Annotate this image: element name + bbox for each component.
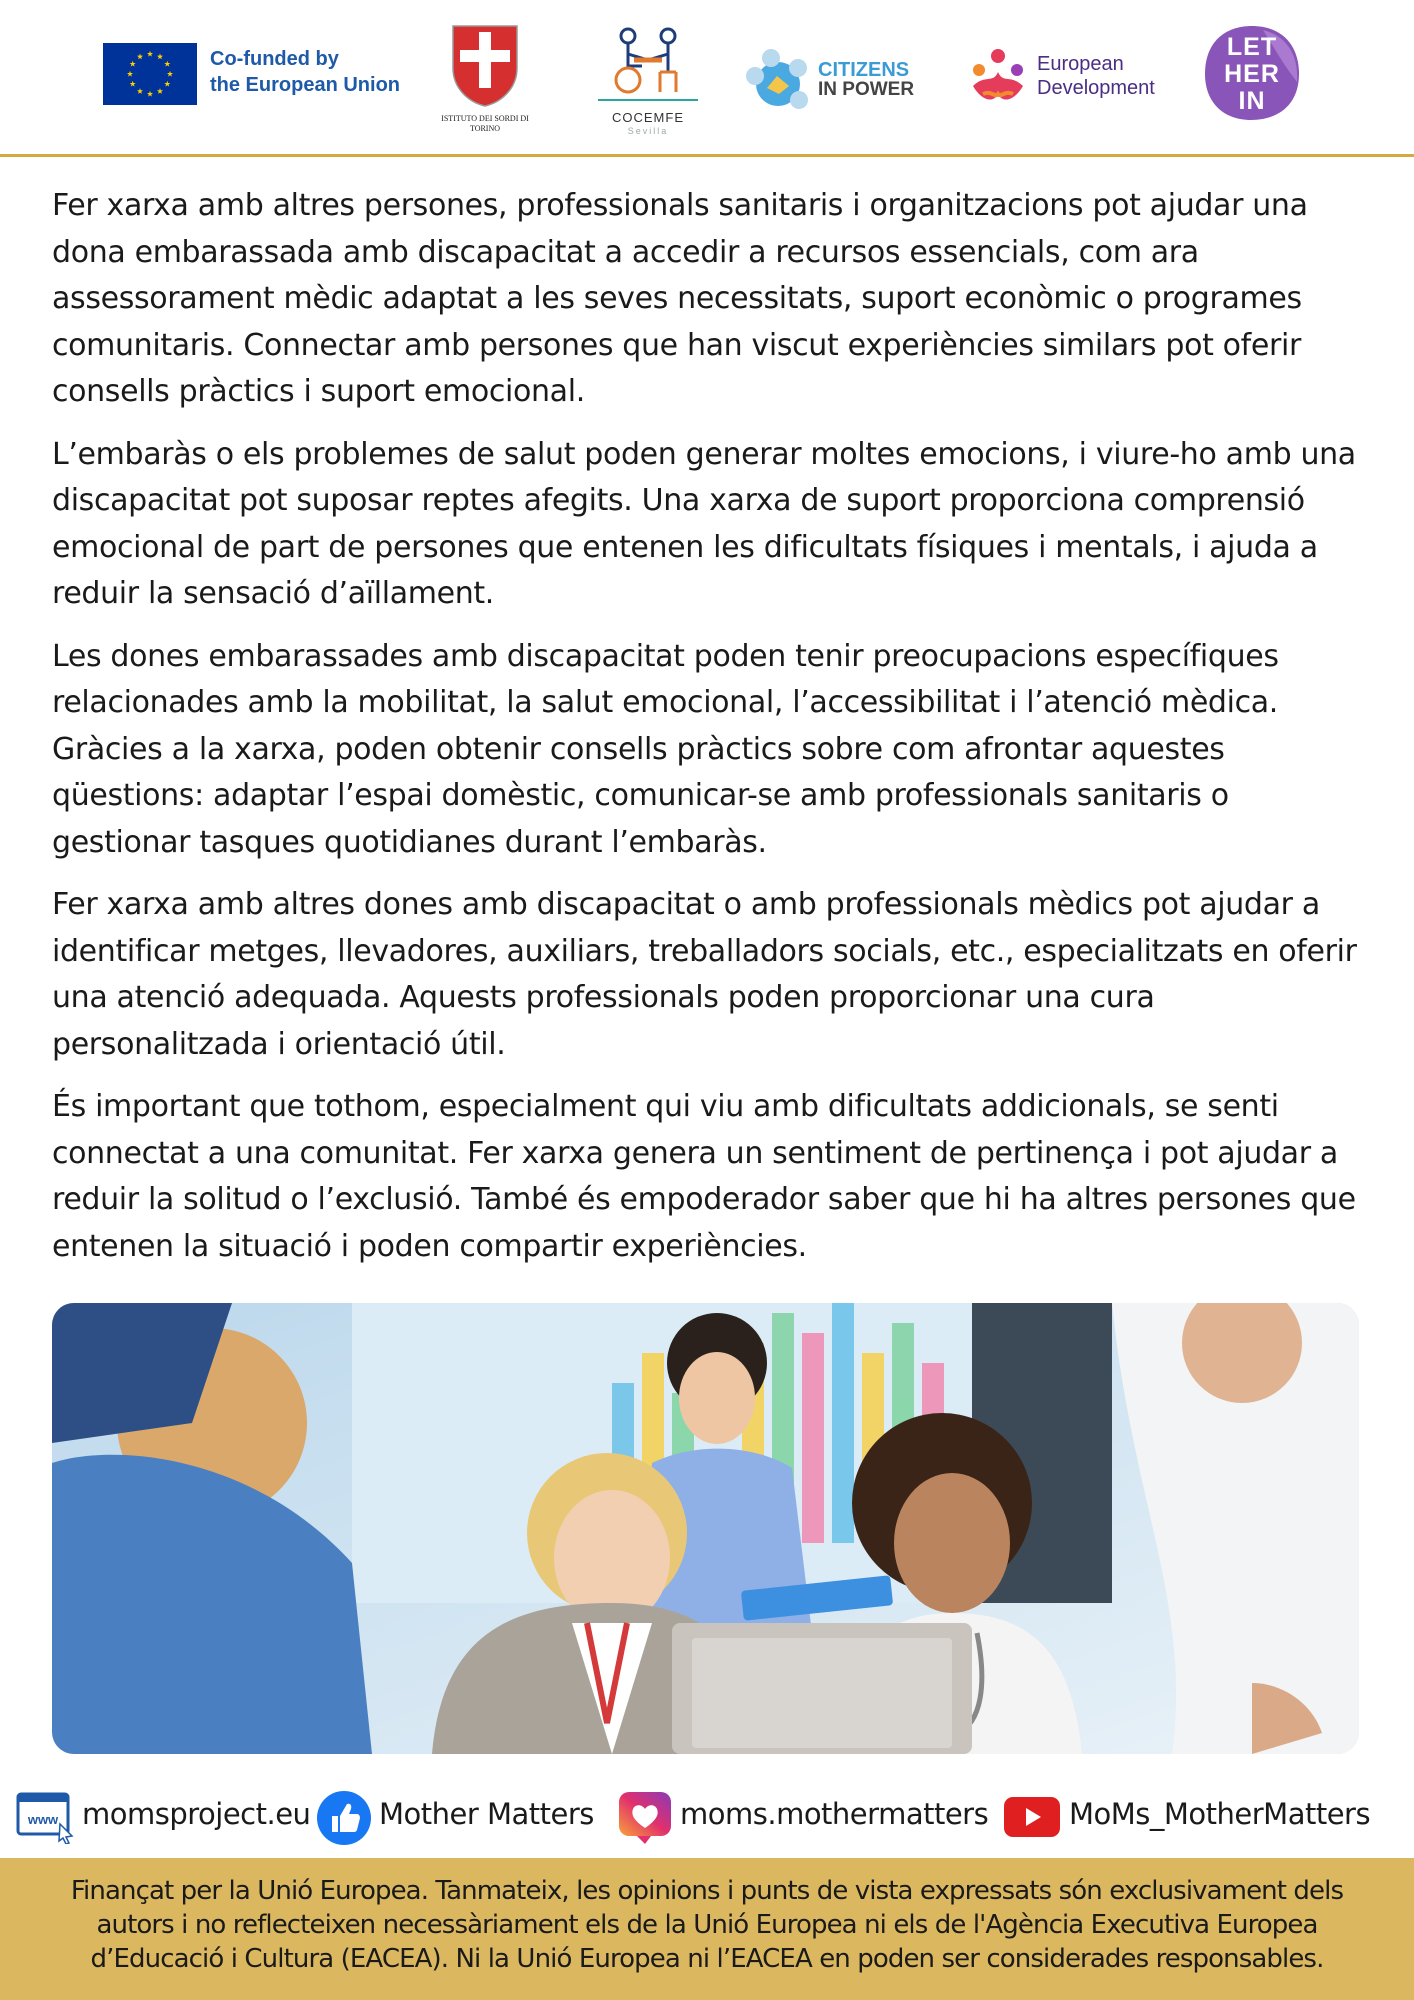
facebook-like-icon bbox=[316, 1790, 372, 1846]
photo-illustration bbox=[52, 1303, 1359, 1754]
citizens-globe-icon bbox=[743, 46, 813, 116]
citizens-line1: CITIZENS bbox=[818, 59, 910, 81]
letherin-line1: LET bbox=[1226, 33, 1278, 61]
cocemfe-name: COCEMFE bbox=[612, 110, 684, 125]
social-links-row bbox=[0, 1788, 1414, 1844]
footer-disclaimer-band bbox=[0, 1858, 1414, 2000]
eu-cofunded-text bbox=[210, 46, 400, 98]
website-link[interactable] bbox=[16, 1788, 311, 1844]
letherin-line2: HER bbox=[1224, 60, 1280, 88]
instagram-link[interactable] bbox=[617, 1788, 987, 1844]
cocemfe-sub: Sevilla bbox=[627, 126, 669, 136]
cocemfe-people-icon bbox=[598, 24, 698, 104]
youtube-label: MoMs_MotherMatters bbox=[1069, 1797, 1371, 1831]
website-label: momsproject.eu bbox=[82, 1797, 311, 1831]
facebook-label: Mother Matters bbox=[379, 1797, 594, 1831]
cocemfe-logo bbox=[590, 24, 706, 136]
paragraph: Fer xarxa amb altres persones, professionals sanitaris i organitzacions pot ajudar una dona embarassada amb discapacitat a accedir a recursos essencials, com ara assessorament mèdic adaptat a les seves necessitats, suport econòmic o programes comunitaris. Connectar amb persones que han viscut experiències similars pot oferir consells pràctics i suport emocional. bbox=[52, 188, 1308, 409]
let-her-in-text bbox=[1203, 34, 1301, 115]
instagram-icon bbox=[617, 1790, 675, 1846]
youtube-icon bbox=[1003, 1796, 1061, 1838]
facebook-link[interactable] bbox=[316, 1788, 606, 1844]
instagram-label: moms.mothermatters bbox=[680, 1797, 989, 1831]
paragraph: Fer xarxa amb altres dones amb discapacitat o amb professionals mèdics pot ajudar a identificar metges, llevadores, auxiliars, treballadors socials, etc., especialitzats en oferir una atenció adequada. Aquests professionals poden proporcionar una cura personalitzada i orientació útil. bbox=[52, 887, 1357, 1062]
eu-flag-icon bbox=[103, 43, 197, 105]
eudev-text bbox=[1037, 52, 1155, 100]
paragraph: És important que tothom, especialment qui viu amb dificultats addicionals, se senti connectat a una comunitat. Fer xarxa genera un sentiment de pertinença i pot ajudar a reduir la solitud o l’exclusió. També és empoderador saber que hi ha altres persones que entenen la situació i poden compartir experiències. bbox=[52, 1089, 1356, 1264]
healthcare-team-photo bbox=[52, 1303, 1359, 1754]
svg-text:www: www bbox=[27, 1812, 59, 1827]
citizens-line2: IN POWER bbox=[818, 79, 915, 100]
web-icon bbox=[16, 1790, 74, 1844]
article-body bbox=[52, 183, 1372, 1286]
letherin-line3: IN bbox=[1238, 87, 1266, 115]
eudev-line1: European bbox=[1037, 53, 1124, 75]
torino-logo bbox=[440, 22, 530, 134]
paragraph: L’embaràs o els problemes de salut poden generar moltes emocions, i viure-ho amb una discapacitat pot suposar reptes afegits. Una xarxa de suport proporciona comprensió emocional de part de persones que entenen les dificultats físiques i mentals, i ajuda a reduir la sensació d’aïllament. bbox=[52, 436, 1356, 611]
let-her-in-logo bbox=[1203, 24, 1301, 122]
citizens-in-power-logo bbox=[743, 46, 923, 116]
eudev-line2: Development bbox=[1037, 77, 1155, 99]
torino-shield-icon bbox=[450, 22, 520, 108]
european-development-logo bbox=[965, 44, 1185, 110]
torino-text: ISTITUTO DEI SORDI DI TORINO bbox=[441, 114, 529, 133]
funding-disclaimer: Finançat per la Unió Europea. Tanmateix, les opinions i punts de vista expressats són exclusivament dels autors i no reflecteixen necessàriament els de la Unió Europea ni els de l'Agència Executiva Europea d’Educació i Cultura (EACEA). Ni la Unió Europea ni l’EACEA en poden ser considerades responsables. bbox=[70, 1876, 1344, 1974]
european-development-people-icon bbox=[965, 44, 1031, 110]
citizens-text bbox=[818, 60, 914, 100]
eu-text-line1: Co-funded by bbox=[210, 48, 339, 70]
header-logo-bar bbox=[0, 0, 1414, 157]
paragraph: Les dones embarassades amb discapacitat poden tenir preocupacions específiques relacionades amb la mobilitat, la salut emocional, l’accessibilitat i l’atenció mèdica. Gràcies a la xarxa, poden obtenir consells pràctics sobre com afrontar aquestes qüestions: adaptar l’espai domèstic, comunicar-se amb professionals sanitaris o gestionar tasques quotidianes durant l’embaràs. bbox=[52, 638, 1279, 860]
eu-text-line2: the European Union bbox=[210, 74, 400, 96]
youtube-link[interactable] bbox=[1003, 1788, 1403, 1844]
